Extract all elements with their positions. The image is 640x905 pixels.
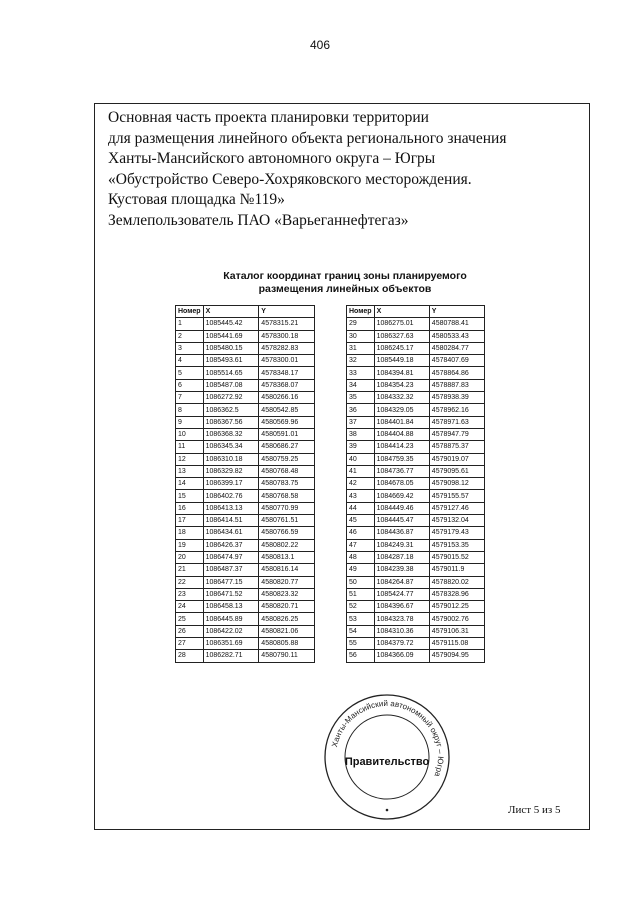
cell-x: 1084239.38: [374, 564, 429, 576]
cell-number: 23: [176, 588, 204, 600]
column-header-number: Номер: [176, 306, 204, 318]
table-row: [176, 318, 315, 330]
table-row: [347, 441, 485, 453]
cell-y: 4579127.46: [429, 502, 484, 514]
table-row: [347, 416, 485, 428]
cell-y: 4580805.88: [259, 638, 315, 650]
table-row: [347, 330, 485, 342]
cell-y: 4580821.06: [259, 625, 315, 637]
cell-number: 2: [176, 330, 204, 342]
cell-y: 4578820.02: [429, 576, 484, 588]
header-line: Основная часть проекта планировки территории: [108, 109, 429, 126]
table-row: [347, 342, 485, 354]
cell-y: 4580802.22: [259, 539, 315, 551]
table-row: [347, 465, 485, 477]
cell-x: 1084414.23: [374, 441, 429, 453]
cell-number: 43: [347, 490, 375, 502]
table-row: [347, 318, 485, 330]
table-row: [347, 453, 485, 465]
table-row: [176, 367, 315, 379]
cell-x: 1086474.97: [203, 551, 259, 563]
cell-y: 4578407.69: [429, 355, 484, 367]
cell-y: 4578875.37: [429, 441, 484, 453]
table-row: [176, 588, 315, 600]
table-header-row: [347, 306, 485, 318]
cell-x: 1084264.87: [374, 576, 429, 588]
cell-x: 1086445.89: [203, 613, 259, 625]
cell-x: 1084287.18: [374, 551, 429, 563]
cell-x: 1085445.42: [203, 318, 259, 330]
table-row: [176, 330, 315, 342]
cell-x: 1084401.84: [374, 416, 429, 428]
cell-x: 1085487.08: [203, 379, 259, 391]
cell-number: 30: [347, 330, 375, 342]
column-header-number: Номер: [347, 306, 375, 318]
cell-y: 4580823.32: [259, 588, 315, 600]
cell-y: 4580686.27: [259, 441, 315, 453]
cell-y: 4579094.95: [429, 650, 484, 662]
cell-x: 1084759.35: [374, 453, 429, 465]
cell-number: 8: [176, 404, 204, 416]
cell-number: 46: [347, 527, 375, 539]
cell-y: 4580770.99: [259, 502, 315, 514]
table-row: [347, 367, 485, 379]
header-line: Ханты-Мансийского автономного округа – Югры: [108, 150, 436, 167]
cell-number: 48: [347, 551, 375, 563]
cell-x: 1086245.17: [374, 342, 429, 354]
cell-number: 27: [176, 638, 204, 650]
cell-number: 16: [176, 502, 204, 514]
cell-number: 40: [347, 453, 375, 465]
cell-x: 1084436.87: [374, 527, 429, 539]
cell-y: 4579012.25: [429, 601, 484, 613]
cell-number: 9: [176, 416, 204, 428]
cell-number: 15: [176, 490, 204, 502]
cell-x: 1084678.05: [374, 478, 429, 490]
cell-x: 1084310.36: [374, 625, 429, 637]
cell-y: 4578864.86: [429, 367, 484, 379]
cell-x: 1086434.61: [203, 527, 259, 539]
cell-y: 4579132.04: [429, 515, 484, 527]
cell-number: 3: [176, 342, 204, 354]
seal-dot: [386, 809, 389, 812]
cell-x: 1084366.09: [374, 650, 429, 662]
header-line: Кустовая площадка №119»: [108, 191, 285, 208]
cell-x: 1086345.34: [203, 441, 259, 453]
cell-number: 19: [176, 539, 204, 551]
header-line: Землепользователь ПАО «Варьеганнефтегаз»: [108, 211, 409, 229]
cell-y: 4579106.31: [429, 625, 484, 637]
cell-number: 33: [347, 367, 375, 379]
cell-x: 1086282.71: [203, 650, 259, 662]
cell-x: 1086487.37: [203, 564, 259, 576]
cell-y: 4580826.25: [259, 613, 315, 625]
cell-number: 25: [176, 613, 204, 625]
table-row: [347, 490, 485, 502]
cell-number: 4: [176, 355, 204, 367]
table-row: [347, 539, 485, 551]
cell-number: 49: [347, 564, 375, 576]
cell-y: 4580790.11: [259, 650, 315, 662]
page-number: 406: [309, 38, 331, 52]
table-row: [176, 478, 315, 490]
cell-number: 39: [347, 441, 375, 453]
cell-number: 17: [176, 515, 204, 527]
cell-x: 1084669.42: [374, 490, 429, 502]
cell-x: 1086414.51: [203, 515, 259, 527]
table-row: [176, 404, 315, 416]
cell-x: 1086471.52: [203, 588, 259, 600]
cell-number: 56: [347, 650, 375, 662]
table-header-row: [176, 306, 315, 318]
cell-y: 4580816.14: [259, 564, 315, 576]
table-row: [347, 355, 485, 367]
cell-y: 4580569.96: [259, 416, 315, 428]
cell-x: 1086426.37: [203, 539, 259, 551]
table-row: [176, 490, 315, 502]
cell-x: 1085493.61: [203, 355, 259, 367]
cell-number: 28: [176, 650, 204, 662]
catalog-title-line: Каталог координат границ зоны планируемого: [223, 270, 467, 282]
table-row: [176, 539, 315, 551]
cell-y: 4580759.25: [259, 453, 315, 465]
cell-number: 14: [176, 478, 204, 490]
cell-x: 1085514.65: [203, 367, 259, 379]
cell-y: 4579019.07: [429, 453, 484, 465]
cell-x: 1084379.72: [374, 638, 429, 650]
table-row: [176, 551, 315, 563]
cell-x: 1086458.13: [203, 601, 259, 613]
cell-number: 44: [347, 502, 375, 514]
cell-y: 4579153.35: [429, 539, 484, 551]
cell-y: 4579098.12: [429, 478, 484, 490]
table-row: [176, 576, 315, 588]
table-row: [176, 613, 315, 625]
table-row: [176, 453, 315, 465]
cell-y: 4580813.1: [259, 551, 315, 563]
cell-number: 1: [176, 318, 204, 330]
table-row: [347, 502, 485, 514]
cell-y: 4580788.41: [429, 318, 484, 330]
cell-y: 4580783.75: [259, 478, 315, 490]
cell-x: 1084449.46: [374, 502, 429, 514]
cell-number: 34: [347, 379, 375, 391]
cell-number: 20: [176, 551, 204, 563]
cell-number: 11: [176, 441, 204, 453]
table-row: [347, 588, 485, 600]
cell-x: 1086368.32: [203, 428, 259, 440]
cell-x: 1086422.02: [203, 625, 259, 637]
table-row: [176, 650, 315, 662]
sheet-number: Лист 5 из 5: [508, 804, 561, 816]
table-row: [347, 625, 485, 637]
cell-number: 45: [347, 515, 375, 527]
cell-number: 36: [347, 404, 375, 416]
cell-number: 22: [176, 576, 204, 588]
cell-number: 18: [176, 527, 204, 539]
cell-y: 4578300.01: [259, 355, 315, 367]
table-row: [176, 355, 315, 367]
cell-x: 1084332.32: [374, 392, 429, 404]
cell-x: 1086272.92: [203, 392, 259, 404]
cell-x: 1086310.18: [203, 453, 259, 465]
cell-x: 1085441.69: [203, 330, 259, 342]
table-row: [347, 428, 485, 440]
catalog-title: [130, 270, 560, 296]
column-header-y: Y: [259, 306, 315, 318]
table-row: [176, 625, 315, 637]
table-row: [347, 576, 485, 588]
cell-x: 1084323.78: [374, 613, 429, 625]
cell-number: 47: [347, 539, 375, 551]
table-row: [176, 527, 315, 539]
cell-y: 4578315.21: [259, 318, 315, 330]
cell-number: 10: [176, 428, 204, 440]
cell-x: 1086399.17: [203, 478, 259, 490]
cell-y: 4578328.96: [429, 588, 484, 600]
table-row: [176, 564, 315, 576]
cell-number: 24: [176, 601, 204, 613]
cell-number: 38: [347, 428, 375, 440]
table-row: [347, 638, 485, 650]
cell-x: 1086367.56: [203, 416, 259, 428]
table-row: [347, 613, 485, 625]
cell-y: 4580820.71: [259, 601, 315, 613]
table-row: [176, 601, 315, 613]
cell-y: 4578300.18: [259, 330, 315, 342]
cell-y: 4578962.16: [429, 404, 484, 416]
table-row: [176, 428, 315, 440]
cell-y: 4579115.08: [429, 638, 484, 650]
cell-number: 52: [347, 601, 375, 613]
header-line: для размещения линейного объекта регионального значения: [108, 129, 507, 147]
table-row: [347, 404, 485, 416]
cell-number: 51: [347, 588, 375, 600]
table-row: [347, 379, 485, 391]
government-seal: [322, 692, 452, 822]
cell-number: 41: [347, 465, 375, 477]
cell-y: 4579095.61: [429, 465, 484, 477]
cell-y: 4579015.52: [429, 551, 484, 563]
cell-y: 4580542.85: [259, 404, 315, 416]
cell-number: 32: [347, 355, 375, 367]
cell-x: 1086327.63: [374, 330, 429, 342]
cell-number: 6: [176, 379, 204, 391]
cell-y: 4580768.58: [259, 490, 315, 502]
cell-y: 4579011.9: [429, 564, 484, 576]
cell-number: 29: [347, 318, 375, 330]
cell-number: 35: [347, 392, 375, 404]
cell-y: 4578887.83: [429, 379, 484, 391]
cell-x: 1084249.31: [374, 539, 429, 551]
table-row: [347, 515, 485, 527]
cell-x: 1085480.15: [203, 342, 259, 354]
table-row: [347, 551, 485, 563]
table-row: [176, 515, 315, 527]
coordinates-table-right: [346, 305, 485, 663]
cell-x: 1085424.77: [374, 588, 429, 600]
table-row: [176, 392, 315, 404]
cell-y: 4580284.77: [429, 342, 484, 354]
table-row: [176, 465, 315, 477]
cell-x: 1084404.88: [374, 428, 429, 440]
cell-number: 12: [176, 453, 204, 465]
cell-number: 55: [347, 638, 375, 650]
cell-x: 1086351.69: [203, 638, 259, 650]
cell-y: 4578938.39: [429, 392, 484, 404]
cell-x: 1084396.67: [374, 601, 429, 613]
cell-x: 1084394.81: [374, 367, 429, 379]
table-row: [176, 638, 315, 650]
cell-y: 4578282.83: [259, 342, 315, 354]
column-header-x: X: [203, 306, 259, 318]
cell-y: 4579002.76: [429, 613, 484, 625]
cell-x: 1086362.5: [203, 404, 259, 416]
cell-number: 26: [176, 625, 204, 637]
cell-number: 54: [347, 625, 375, 637]
seal-ring-textpath: Ханты-Мансийский автономный округ – Югра: [330, 698, 446, 778]
cell-x: 1086275.01: [374, 318, 429, 330]
cell-x: 1086402.76: [203, 490, 259, 502]
cell-y: 4580820.77: [259, 576, 315, 588]
cell-y: 4578348.17: [259, 367, 315, 379]
cell-y: 4580766.59: [259, 527, 315, 539]
cell-x: 1084354.23: [374, 379, 429, 391]
cell-x: 1086413.13: [203, 502, 259, 514]
table-row: [176, 416, 315, 428]
cell-number: 42: [347, 478, 375, 490]
cell-y: 4579179.43: [429, 527, 484, 539]
cell-y: 4580761.51: [259, 515, 315, 527]
cell-number: 7: [176, 392, 204, 404]
column-header-y: Y: [429, 306, 484, 318]
table-row: [347, 564, 485, 576]
cell-x: 1085449.18: [374, 355, 429, 367]
cell-y: 4578368.07: [259, 379, 315, 391]
table-row: [347, 478, 485, 490]
table-row: [347, 601, 485, 613]
cell-x: 1084329.05: [374, 404, 429, 416]
cell-y: 4578971.63: [429, 416, 484, 428]
table-row: [176, 342, 315, 354]
cell-number: 13: [176, 465, 204, 477]
cell-number: 50: [347, 576, 375, 588]
cell-number: 37: [347, 416, 375, 428]
table-row: [176, 441, 315, 453]
column-header-x: X: [374, 306, 429, 318]
header-line: «Обустройство Северо-Хохряковского месторождения.: [108, 170, 472, 188]
catalog-title-line: размещения линейных объектов: [258, 283, 432, 295]
table-row: [347, 527, 485, 539]
coordinates-table-left: [175, 305, 315, 663]
cell-number: 53: [347, 613, 375, 625]
cell-y: 4580266.16: [259, 392, 315, 404]
cell-x: 1084736.77: [374, 465, 429, 477]
cell-number: 31: [347, 342, 375, 354]
document-header: [108, 108, 578, 231]
cell-x: 1086477.15: [203, 576, 259, 588]
table-row: [347, 392, 485, 404]
cell-y: 4579155.57: [429, 490, 484, 502]
cell-x: 1086329.82: [203, 465, 259, 477]
cell-y: 4580533.43: [429, 330, 484, 342]
seal-center-text: Правительство: [344, 756, 430, 768]
table-row: [347, 650, 485, 662]
cell-x: 1084445.47: [374, 515, 429, 527]
table-row: [176, 502, 315, 514]
cell-y: 4580768.48: [259, 465, 315, 477]
cell-number: 5: [176, 367, 204, 379]
cell-number: 21: [176, 564, 204, 576]
cell-y: 4580591.01: [259, 428, 315, 440]
cell-y: 4578947.79: [429, 428, 484, 440]
table-row: [176, 379, 315, 391]
